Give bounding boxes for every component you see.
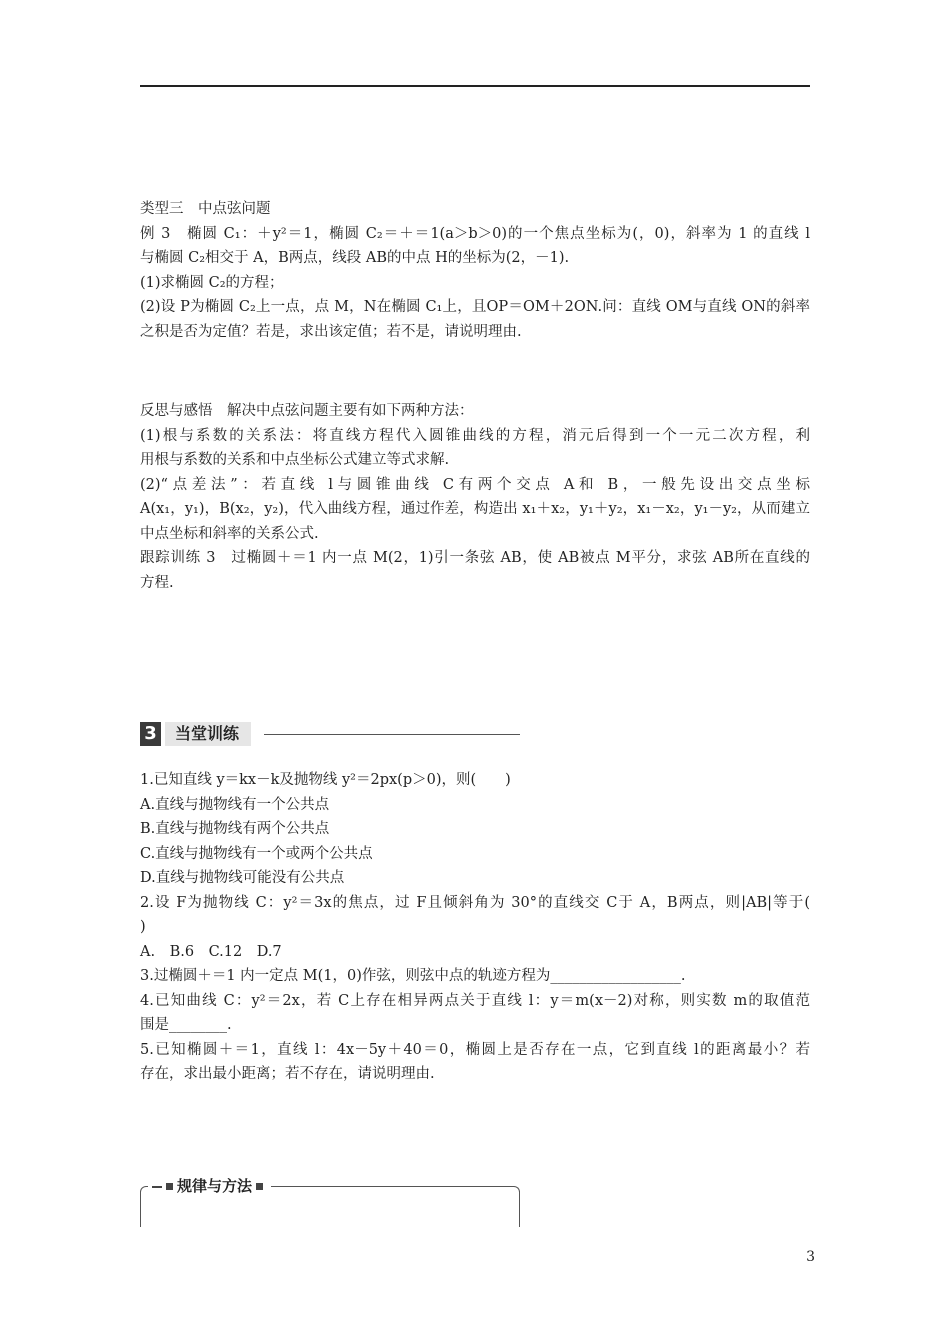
exercise-option: C.直线与抛物线有一个或两个公共点: [140, 845, 373, 862]
exercise-line: 存在，求出最小距离；若不存在，请说明理由.: [140, 1066, 435, 1082]
exercise-line: 3.过椭圆＋＝1 内一定点 M(1，0)作弦，则弦中点的轨迹方程为__________________.: [140, 968, 686, 984]
example-line: 之积是否为定值？若是，求出该定值；若不是，请说明理由.: [140, 323, 522, 340]
example-line: (2)设 P为椭圆 C₂上一点，点 M，N在椭圆 C₁上，且OP＝OM＋2ON.问：直线 OM与直线 ON的斜率: [140, 299, 810, 315]
type3-section: [140, 197, 810, 344]
exercise-line: 4.已知曲线 C：y²＝2x，若 C上存在相异两点关于直线 l：y＝m(x－2)对称，则实数 m的取值范: [140, 992, 810, 1009]
exercise-option: D.直线与抛物线可能没有公共点: [140, 870, 345, 886]
tracking-exercise-line: 方程.: [140, 574, 174, 591]
page-number: 3: [806, 1249, 815, 1265]
reflection-section: [140, 399, 810, 595]
reflection-line: 用根与系数的关系和中点坐标公式建立等式求解.: [140, 452, 450, 468]
exercise-line: 围是________.: [140, 1017, 232, 1033]
reflection-line: 中点坐标和斜率的关系公式.: [140, 525, 319, 542]
example-line: 例 3 椭圆 C₁：＋y²＝1，椭圆 C₂＝＋＝1(a＞b＞0)的一个焦点坐标为(，0)，斜率为 1 的直线 l: [140, 225, 810, 242]
exercise-option: A.直线与抛物线有一个公共点: [140, 796, 330, 813]
section-rule: [264, 734, 520, 735]
exercise-option: B.直线与抛物线有两个公共点: [140, 821, 330, 837]
section-number: 3: [140, 722, 161, 746]
exercise-line: 2.设 F为抛物线 C：y²＝3x的焦点，过 F且倾斜角为 30°的直线交 C于 A，B两点，则|AB|等于(: [140, 894, 810, 911]
rules-box-title-wrap: [148, 1176, 271, 1196]
tracking-exercise-line: 跟踪训练 3 过椭圆＋＝1 内一点 M(2，1)引一条弦 AB，使 AB被点 M平分，求弦 AB所在直线的: [140, 550, 810, 566]
rules-square-icon: [166, 1183, 173, 1190]
reflection-line: A(x₁，y₁)，B(x₂，y₂)，代入曲线方程，通过作差，构造出 x₁＋x₂，y₁＋y₂，x₁－x₂，y₁－y₂，从而建立: [140, 501, 810, 517]
exercises-section: [140, 768, 810, 1087]
type3-heading: 类型三 中点弦问题: [140, 201, 271, 217]
exercise-line: ): [140, 919, 146, 935]
header-rule: [140, 85, 810, 87]
exercise-line: 1.已知直线 y＝kx－k及抛物线 y²＝2px(p＞0)，则( ): [140, 772, 511, 788]
exercise-options-inline: A. B.6 C.12 D.7: [140, 943, 282, 960]
rules-box-title: 规律与方法: [177, 1177, 253, 1195]
reflection-line: (2)“点差法”：若直线 l与圆锥曲线 C有两个交点 A和 B，一般先设出交点坐标: [140, 476, 810, 493]
reflection-line: (1)根与系数的关系法：将直线方程代入圆锥曲线的方程，消元后得到一个一元二次方程，利: [140, 427, 810, 444]
rules-square-icon: [256, 1183, 263, 1190]
section-title: 当堂训练: [165, 722, 251, 746]
section-header: [140, 722, 520, 746]
example-line: (1)求椭圆 C₂的方程；: [140, 274, 284, 291]
reflection-line: 反思与感悟 解决中点弦问题主要有如下两种方法：: [140, 403, 474, 419]
exercise-line: 5.已知椭圆＋＝1，直线 l：4x－5y＋40＝0，椭圆上是否存在一点，它到直线 l的距离最小？若: [140, 1041, 810, 1058]
rules-dash-icon: [152, 1186, 162, 1188]
example-line: 与椭圆 C₂相交于 A，B两点，线段 AB的中点 H的坐标为(2，－1).: [140, 250, 570, 266]
